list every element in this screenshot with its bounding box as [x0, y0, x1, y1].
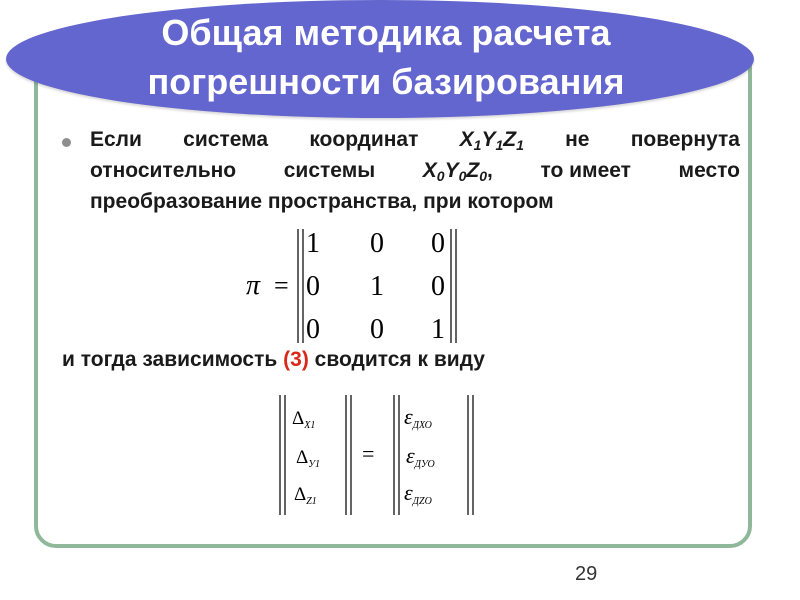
paragraph-line-2 — [90, 155, 740, 186]
bullet-paragraph — [90, 124, 740, 217]
word: повернута — [630, 128, 740, 151]
matrix-cell: 0 — [306, 314, 320, 345]
word: Если — [90, 128, 142, 151]
bullet-icon — [62, 138, 71, 147]
coord-system-0: $X_0Y_0Z_0$, — [422, 159, 493, 184]
equation-reference: (3) — [283, 348, 309, 371]
equals-sign: = — [274, 271, 289, 300]
word: координат — [309, 128, 419, 151]
page-number: 29 — [575, 563, 598, 585]
epsilon-dyo: εДУО — [406, 443, 435, 470]
matrix-cell: 0 — [431, 271, 445, 302]
slide-title — [26, 8, 746, 112]
matrix-cell: 1 — [431, 314, 445, 345]
delta-z1: $\Delta_{Z1}$ — [294, 484, 317, 507]
matrix-cell: 0 — [431, 228, 445, 259]
epsilon-dxo: εДХО — [404, 404, 432, 431]
equals-sign: = — [362, 441, 375, 466]
word: системы — [283, 159, 376, 182]
word: система — [183, 128, 269, 151]
matrix-cell: 1 — [306, 228, 320, 259]
delta-x1: $\Delta_{X1}$ — [292, 408, 316, 431]
word: место — [678, 159, 740, 182]
epsilon-dzo: εДZО — [404, 480, 432, 507]
delta-y1: $\Delta_{У1}$ — [296, 447, 320, 470]
title-banner — [6, 0, 754, 118]
matrix-cell: 0 — [370, 228, 384, 259]
paragraph-line-3: преобразование пространства, при котором — [90, 190, 554, 213]
error-vector-equation — [276, 393, 476, 517]
matrix-cell: 0 — [306, 271, 320, 302]
word: то имеет — [540, 159, 631, 182]
dependency-line: и тогда зависимость (3) сводится к виду — [62, 348, 485, 371]
word: не — [565, 128, 590, 151]
title-line-1: Общая методика расчета — [161, 12, 611, 53]
matrix-cell: 1 — [370, 271, 384, 302]
pi-symbol: π — [246, 270, 261, 301]
title-line-2: погрешности базирования — [147, 61, 625, 102]
paragraph-line-1 — [90, 124, 740, 155]
matrix-cell: 0 — [370, 314, 384, 345]
word: относительно — [90, 159, 237, 182]
identity-matrix — [236, 225, 476, 347]
coord-system-1: $X_1Y_1Z_1$ — [459, 128, 524, 153]
